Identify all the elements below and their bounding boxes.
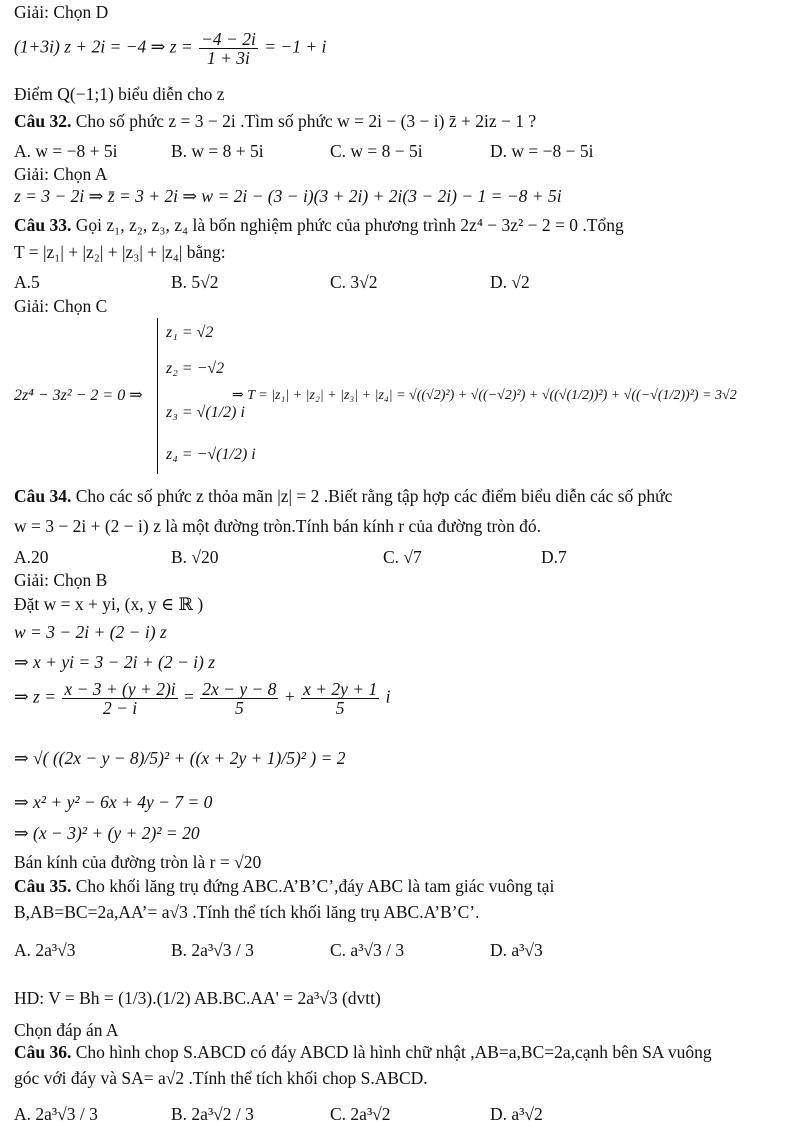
fraction-denominator: 5 xyxy=(335,698,345,718)
question-33 xyxy=(14,215,624,235)
equation-lhs: 2z⁴ − 3z² − 2 = 0 ⇒ xyxy=(14,387,143,404)
solution-conclusion: Bán kính của đường tròn là r = √20 xyxy=(14,852,262,872)
question-text-line2: góc với đáy và SA= a√2 .Tính thể tích khối chop S.ABCD. xyxy=(14,1068,428,1088)
question-34 xyxy=(14,486,672,506)
solution-step: ⇒ (x − 3)² + (y + 2)² = 20 xyxy=(14,823,200,843)
solution-step: w = 3 − 2i + (2 − i) z xyxy=(14,622,167,642)
question-text-line2: T = |z₁| + |z₂| + |z₃| + |z₄| bằng: xyxy=(14,242,226,262)
solution-step: ⇒ √( ((2x − y − 8)/5)² + ((x + 2y + 1)/5)² ) = 2 xyxy=(14,748,346,768)
option-b: B. 5√2 xyxy=(171,272,219,292)
option-d: D. a³√3 xyxy=(490,940,543,960)
question-number: Câu 34. xyxy=(14,486,72,506)
fraction xyxy=(199,30,258,67)
option-c: C. 2a³√2 xyxy=(330,1104,391,1124)
fraction xyxy=(62,680,177,717)
equation-lhs: ⇒ z = xyxy=(14,686,57,707)
question-text: Gọi z₁, z₂, z₃, z₄ là bốn nghiệm phức của phương trình 2z⁴ − 3z² − 2 = 0 .Tổng xyxy=(71,215,624,235)
fraction xyxy=(200,680,278,717)
question-text: Cho các số phức z thỏa mãn |z| = 2 .Biết rằng tập hợp các điểm biểu diễn các số phức xyxy=(71,486,673,506)
solution-step: ⇒ x² + y² − 6x + 4y − 7 = 0 xyxy=(14,792,213,812)
root-4: z₄ = −√(1/2) i xyxy=(166,446,256,463)
option-d: D. a³√2 xyxy=(490,1104,543,1124)
option-d: D.7 xyxy=(541,547,567,567)
fraction-denominator: 5 xyxy=(234,698,244,718)
solution-step: Đặt w = x + yi, (x, y ∈ ℝ ) xyxy=(14,594,204,614)
solution-equation: z = 3 − 2i ⇒ z̄ = 3 + 2i ⇒ w = 2i − (3 − i)(3 + 2i) + 2i(3 − 2i) − 1 = −8 + 5i xyxy=(14,186,562,206)
question-number: Câu 35. xyxy=(14,876,72,896)
question-32 xyxy=(14,111,536,131)
question-number: Câu 33. xyxy=(14,215,72,235)
option-b: B. 2a³√3 / 3 xyxy=(171,940,254,960)
fraction-denominator: 2 − i xyxy=(102,698,138,718)
solution-header: Giải: Chọn B xyxy=(14,570,108,590)
hint-formula: HD: V = Bh = (1/3).(1/2) AB.BC.AA' = 2a³√3 (dvtt) xyxy=(14,988,381,1008)
option-a: A. w = −8 + 5i xyxy=(14,141,118,161)
equation-lhs: (1+3i) z + 2i = −4 ⇒ z = xyxy=(14,36,193,57)
solution-header: Giải: Chọn A xyxy=(14,164,108,184)
option-c: C. 3√2 xyxy=(330,272,378,292)
option-b: B. √20 xyxy=(171,547,219,567)
question-number: Câu 36. xyxy=(14,1042,72,1062)
fraction xyxy=(301,680,379,717)
option-c: C. √7 xyxy=(383,547,422,567)
root-1: z₁ = √2 xyxy=(166,324,214,341)
option-d: D. √2 xyxy=(490,272,530,292)
fraction-numerator: x − 3 + (y + 2)i xyxy=(64,679,176,699)
option-a: A. 2a³√3 xyxy=(14,940,76,960)
question-36 xyxy=(14,1042,712,1062)
question-text-line2: B,AB=BC=2a,AA’= a√3 .Tính thể tích khối lăng trụ ABC.A’B’C’. xyxy=(14,902,480,922)
option-a: A. 2a³√3 / 3 xyxy=(14,1104,98,1124)
solution-equation xyxy=(14,30,326,67)
fraction-numerator: x + 2y + 1 xyxy=(303,679,378,699)
option-b: B. 2a³√2 / 3 xyxy=(171,1104,254,1124)
root-3: z₃ = √(1/2) i xyxy=(166,404,245,421)
option-c: C. w = 8 − 5i xyxy=(330,141,423,161)
fraction-numerator: −4 − 2i xyxy=(201,29,256,49)
question-text: Cho số phức z = 3 − 2i .Tìm số phức w = 2i − (3 − i) z̄ + 2iz − 1 ? xyxy=(71,111,537,131)
question-35 xyxy=(14,876,554,896)
fraction-denominator: 1 + 3i xyxy=(207,48,250,68)
solution-step: ⇒ x + yi = 3 − 2i + (2 − i) z xyxy=(14,652,216,672)
question-text: Cho khối lăng trụ đứng ABC.A’B’C’,đáy ABC là tam giác vuông tại xyxy=(71,876,555,896)
option-c: C. a³√3 / 3 xyxy=(330,940,405,960)
root-2: z₂ = −√2 xyxy=(166,360,225,377)
option-d: D. w = −8 − 5i xyxy=(490,141,594,161)
question-text: Cho hình chop S.ABCD có đáy ABCD là hình chữ nhật ,AB=a,BC=2a,cạnh bên SA vuông xyxy=(71,1042,712,1062)
solution-header: Giải: Chọn C xyxy=(14,296,108,316)
solution-header: Giải: Chọn D xyxy=(14,2,109,22)
option-a: A.20 xyxy=(14,547,49,567)
solution-step: ⇒ z = $\frac{x - 3 + (y + 2)i}{2 - i}$ = $\frac{2x - y - 8}{5}$ + $\frac{x + 2y + 1}{5}$ i xyxy=(14,679,391,718)
fraction-numerator: 2x − y − 8 xyxy=(202,679,277,699)
equation-rhs: = −1 + i xyxy=(264,36,327,57)
point-statement: Điểm Q(−1;1) biểu diễn cho z xyxy=(14,84,225,104)
option-a: A.5 xyxy=(14,272,40,292)
question-text-line2: w = 3 − 2i + (2 − i) z là một đường tròn.Tính bán kính r của đường tròn đó. xyxy=(14,516,542,536)
question-number: Câu 32. xyxy=(14,111,72,131)
answer-line: Chọn đáp án A xyxy=(14,1020,119,1040)
option-b: B. w = 8 + 5i xyxy=(171,141,264,161)
equation-rhs: ⇒ T = |z₁| + |z₂| + |z₃| + |z₄| = √((√2)²) + √((−√2)²) + √((√(1/2))²) + √((−√(1/2))²) = 3√2 xyxy=(232,388,737,403)
roots-system xyxy=(157,318,256,474)
